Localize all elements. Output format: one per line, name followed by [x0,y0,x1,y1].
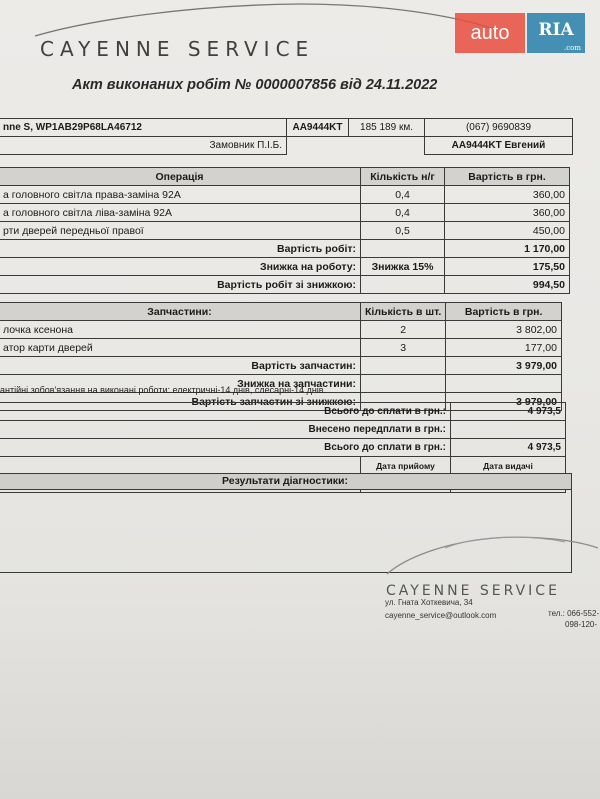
parts-total-label: Вартість запчастин: [0,357,361,375]
summary-due2-label: Всього до сплати в грн.: [0,439,451,457]
works-net-label: Вартість робіт зі знижкою: [0,276,361,294]
summary-prepaid-label: Внесено передплати в грн.: [0,421,451,439]
table-row [0,186,570,204]
autoria-watermark [455,13,585,55]
part-cost: 177,00 [446,339,562,357]
works-discount-value: 175,50 [445,258,570,276]
company-logo: CAYENNE SERVICE [40,37,315,61]
work-qty: 0,4 [361,204,445,222]
work-cost: 360,00 [445,186,570,204]
footer-car-outline-graphic [385,528,600,578]
warranty-note: антійні зобов'язання на виконані роботи: електричні-14 днів, слесарні-14 днів. [0,385,327,395]
accept-date-label: Дата прийому [361,457,451,475]
footer-phone-1: тел.: 066-552- [548,609,600,618]
table-row [0,321,562,339]
vehicle-plate: AA9444KT [287,119,349,137]
autoria-auto-label: auto [455,13,525,53]
works-total-label: Вартість робіт: [0,240,361,258]
work-operation: а головного світла права-заміна 92А [0,186,361,204]
works-table [0,167,570,294]
work-cost: 360,00 [445,204,570,222]
vehicle-info-table [0,118,573,155]
part-cost: 3 802,00 [446,321,562,339]
part-name: лочка ксенона [0,321,361,339]
summary-due2-value: 4 973,5 [451,439,566,457]
vehicle-model-vin: nne S, WP1AB29P68LA46712 [0,119,287,137]
diagnostics-label: Результати діагностики: [0,473,571,490]
customer-value: AA9444KT Евгений [425,137,573,155]
vehicle-mileage: 185 189 км. [349,119,425,137]
parts-discount-label: Знижка на запчастини: [0,375,361,393]
works-header-qty: Кількість н/г [361,168,445,186]
parts-total-value: 3 979,00 [446,357,562,375]
works-header-operation: Операція [0,168,361,186]
part-name: атор карти дверей [0,339,361,357]
work-operation: рти дверей передньої правої [0,222,361,240]
footer-phone-2: 098-120- [565,620,598,629]
work-qty: 0,4 [361,186,445,204]
parts-header-cost: Вартість в грн. [446,303,562,321]
parts-net-value: 3 979,00 [446,393,562,411]
parts-net-label: Вартість запчастин зі знижкою: [0,393,361,411]
work-cost: 450,00 [445,222,570,240]
part-qty: 3 [361,339,446,357]
works-discount-percent: Знижка 15% [361,258,445,276]
act-title: Акт виконаних робіт № 0000007856 від 24.11.2022 [72,77,438,93]
parts-header-name: Запчастини: [0,303,361,321]
customer-label: Замовник П.І.Б. [0,137,287,155]
works-net-value: 994,50 [445,276,570,294]
work-qty: 0,5 [361,222,445,240]
part-qty: 2 [361,321,446,339]
footer-address: ул. Гната Хоткевича, 34 [385,598,473,607]
autoria-ria-label: RIA .com [527,13,585,53]
summary-due-value: 4 973,5 [451,403,566,421]
issue-date-label: Дата видачі [451,457,566,475]
works-discount-label: Знижка на роботу: [0,258,361,276]
table-row [0,204,570,222]
works-total-value: 1 170,00 [445,240,570,258]
table-row [0,339,562,357]
footer-logo: CAYENNE SERVICE [386,583,560,599]
footer-email: cayenne_service@outlook.com [385,611,497,620]
parts-header-qty: Кількість в шт. [361,303,446,321]
car-outline-graphic [30,0,500,40]
summary-due-label: Всього до сплати в грн.: [0,403,451,421]
customer-phone: (067) 9690839 [425,119,573,137]
works-header-cost: Вартість в грн. [445,168,570,186]
table-row [0,222,570,240]
work-operation: а головного світла ліва-заміна 92А [0,204,361,222]
